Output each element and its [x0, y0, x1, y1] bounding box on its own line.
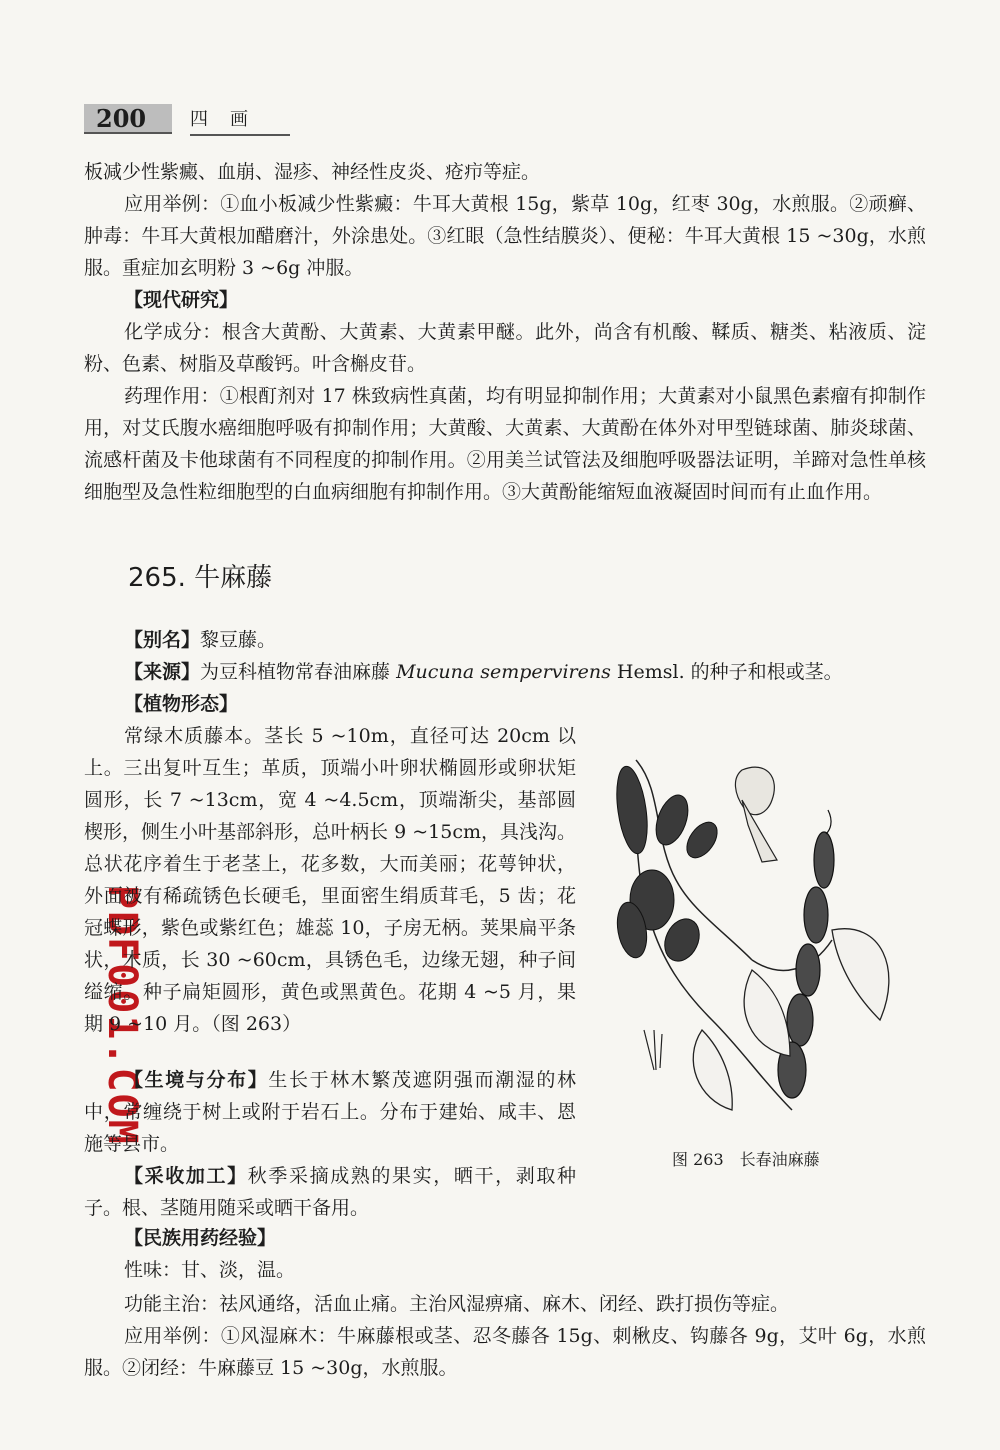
flower-cluster-top — [612, 764, 652, 855]
source-label: 【来源】 — [124, 661, 201, 683]
paragraph-continued: 板减少性紫癜、血崩、湿疹、神经性皮炎、疮疖等症。 — [84, 161, 541, 183]
harvest-text: 秋季采摘成熟的果实，晒干，剥取种子。根、茎随用随采或晒干备用。 — [84, 1165, 576, 1219]
pod-stalk — [826, 810, 831, 834]
leaflet — [744, 970, 790, 1056]
flower-bud — [681, 817, 724, 864]
heading-modern-research: 【现代研究】 — [124, 289, 239, 311]
paragraph-usage-examples: 应用举例：①血小板减少性紫癜：牛耳大黄根 15g，紫草 10g，红枣 30g，水煎服。②顽癣、肿毒：牛耳大黄根加醋磨汁，外涂患处。③红眼（急性结膜炎）、便秘：牛耳大黄根 15 ~30g，水煎服。重症加玄明粉 3 ~6g 冲服。 — [84, 193, 926, 279]
page-header — [84, 104, 284, 136]
leaflet — [693, 1030, 732, 1110]
plant-illustration — [602, 730, 914, 1134]
alias-text: 黎豆藤。 — [200, 629, 277, 651]
habitat-text: 生长于林木繁茂遮阴强而潮湿的林中，常缠绕于树上或附于岩石上。分布于建始、咸丰、恩施等县市。 — [84, 1069, 576, 1155]
source-line — [124, 656, 924, 688]
source-text-before: 为豆科植物常春油麻藤 — [200, 661, 397, 683]
entry-title: 265. 牛麻藤 — [128, 563, 273, 593]
habitat-label: 【生境与分布】 — [124, 1069, 269, 1091]
alias-line — [124, 624, 924, 656]
leaflet — [832, 929, 889, 1020]
paragraph-morphology: 常绿木质藤本。茎长 5 ~10m，直径可达 20cm 以上。三出复叶互生；革质，顶端小叶卵状椭圆形或卵状矩圆形，长 7 ~13cm，宽 4 ~4.5cm，顶端渐尖，基部圆楔形，侧生小叶基部斜形，总叶柄长 9 ~15cm，具浅沟。总状花序着生于老茎上，花多数，大而美丽；花萼钟状，外面被有稀疏锈色长硬毛，里面密生绢质茸毛，5 齿；花冠蝶形，紫色或紫红色；雄蕊 10，子房无柄。荚果扁平条状，木质，长 30 ~60cm，具锈色毛，边缘无翅，种子间缢缩。种子扁矩圆形，黄色或黑黄色。花期 4 ~5 月，果期 9 ~10 月。（图 263） — [84, 725, 576, 1035]
harvest-label: 【采收加工】 — [124, 1165, 248, 1187]
pod-segment — [787, 994, 813, 1046]
paragraph-ethno-examples: 应用举例：①风湿麻木：牛麻藤根或茎、忍冬藤各 15g、刺楸皮、钩藤各 9g，艾叶 6g，水煎服。②闭经：牛麻藤豆 15 ~30g，水煎服。 — [84, 1325, 926, 1379]
figure-caption: 图 263 长春油麻藤 — [672, 1150, 820, 1169]
flower-bud — [650, 791, 694, 849]
page-number: 200 — [84, 104, 172, 134]
heading-morphology: 【植物形态】 — [124, 693, 239, 715]
heading-ethno-usage: 【民族用药经验】 — [124, 1227, 277, 1249]
function-line: 功能主治：祛风通络，活血止痛。主治风湿痹痛、麻木、闭经、跌打损伤等症。 — [124, 1293, 790, 1315]
paragraph-harvest — [84, 1160, 576, 1224]
nature-line: 性味：甘、淡，温。 — [124, 1259, 296, 1281]
pod-segment — [804, 887, 828, 943]
source-latin-name: Mucuna sempervirens — [396, 661, 611, 683]
flower-petal-detail — [735, 767, 774, 815]
section-label: 四画 — [190, 104, 290, 136]
watermark: PDF001.COM — [99, 885, 145, 1146]
paragraph-chemistry: 化学成分：根含大黄酚、大黄素、大黄素甲醚。此外，尚含有机酸、鞣质、糖类、粘液质、淀粉、色素、树脂及草酸钙。叶含槲皮苷。 — [84, 321, 926, 375]
stamen-detail — [644, 1030, 662, 1070]
source-text-after: Hemsl. 的种子和根或茎。 — [610, 661, 843, 683]
pod-segment — [814, 832, 834, 888]
alias-label: 【别名】 — [124, 629, 201, 651]
pod-segment — [796, 944, 820, 996]
paragraph-habitat — [84, 1064, 576, 1160]
paragraph-pharmacology: 药理作用：①根酊剂对 17 株致病性真菌，均有明显抑制作用；大黄素对小鼠黑色素瘤有抑制作用，对艾氏腹水癌细胞呼吸有抑制作用；大黄酸、大黄素、大黄酚在体外对甲型链球菌、肺炎球菌、流感杆菌及卡他球菌有不同程度的抑制作用。②用美兰试管法及细胞呼吸器法证明，羊蹄对急性单核细胞型及急性粒细胞型的白血病细胞有抑制作用。③大黄酚能缩短血液凝固时间而有止血作用。 — [84, 385, 926, 503]
